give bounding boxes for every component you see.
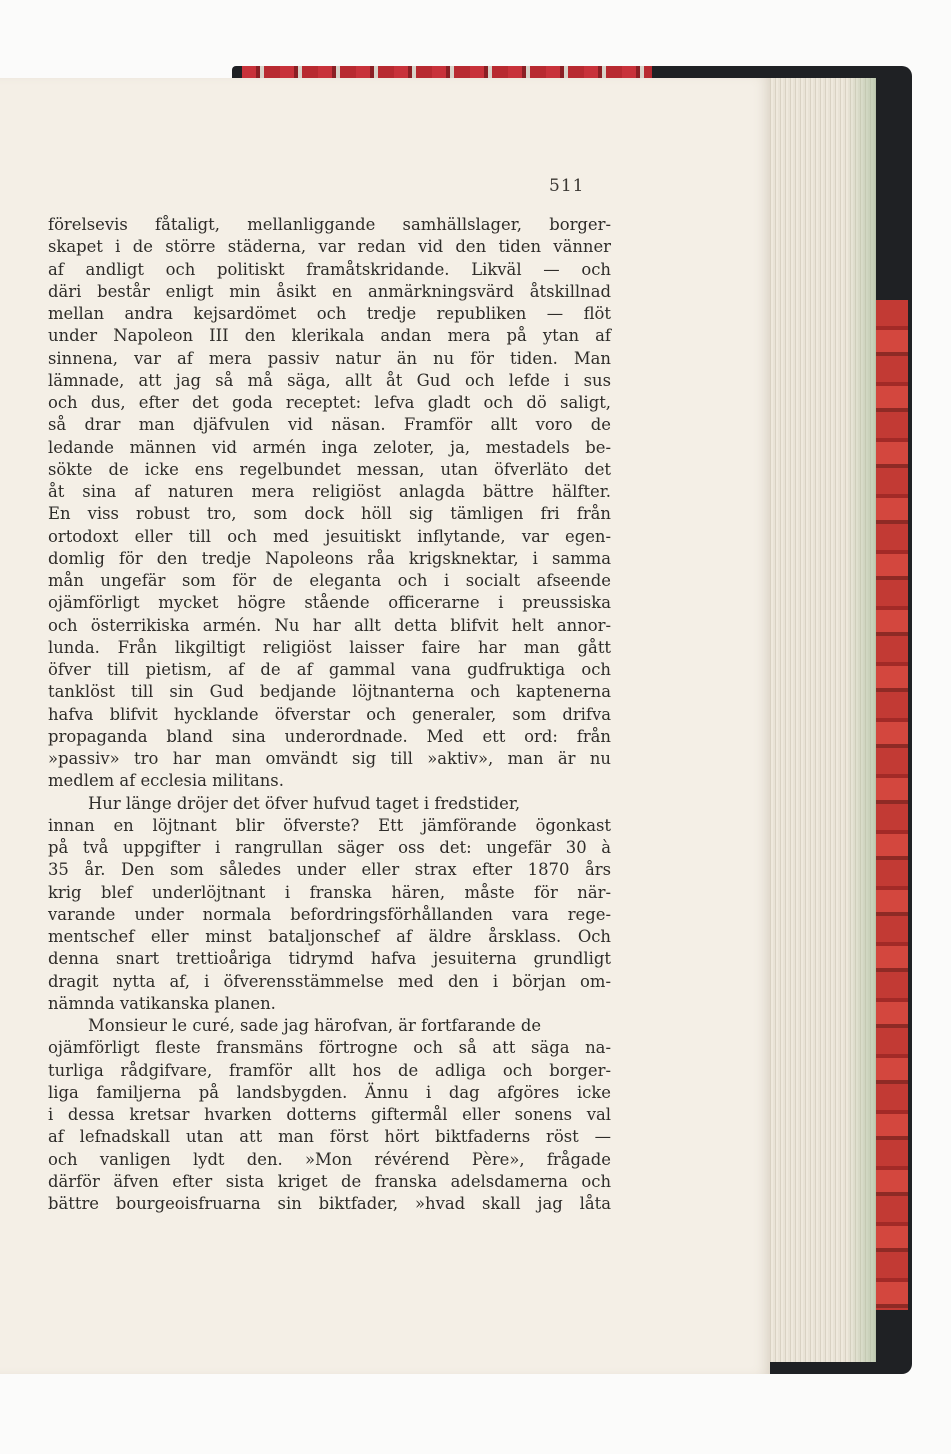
text-line: och vanligen lydt den. »Mon révérend Père», frågade bbox=[48, 1149, 611, 1169]
text-line: skapet i de större städerna, var redan vid den tiden vänner bbox=[48, 237, 611, 257]
text-line: krig blef underlöjtnant i franska hären, måste för när- bbox=[48, 882, 611, 902]
text-line: En viss robust tro, som dock höll sig tämligen fri från bbox=[48, 504, 611, 524]
text-line: under Napoleon III den klerikala andan mera på ytan af bbox=[48, 326, 611, 346]
text-line: af lefnadskall utan att man först hört biktfaderns röst — bbox=[48, 1127, 611, 1147]
text-line: varande under normala befordringsförhållanden vara rege- bbox=[48, 904, 611, 924]
text-line: däri består enligt min åsikt en anmärkningsvärd åtskillnad bbox=[48, 281, 611, 301]
text-line: och dus, efter det goda receptet: lefva gladt och dö saligt, bbox=[48, 393, 611, 412]
text-line: ledande männen vid armén inga zeloter, ja, mestadels be- bbox=[48, 437, 611, 457]
text-line: öfver till pietism, af de af gammal vana gudfruktiga och bbox=[48, 660, 611, 679]
cover-pattern-stripe bbox=[242, 66, 652, 78]
text-line: turliga rådgifvare, framför allt hos de adliga och borger- bbox=[48, 1060, 611, 1080]
text-line: af andligt och politiskt framåtskridande. Likväl — och bbox=[48, 259, 611, 279]
text-line: sinnena, var af mera passiv natur än nu för tiden. Man bbox=[48, 348, 611, 368]
text-line: domlig för den tredje Napoleons råa krigsknektar, i samma bbox=[48, 548, 611, 568]
text-line: därför äfven efter sista kriget de franska adelsdamerna och bbox=[48, 1171, 611, 1191]
text-line: ojämförligt mycket högre stående officerarne i preussiska bbox=[48, 593, 611, 613]
text-line: innan en löjtnant blir öfverste? Ett jämförande ögonkast bbox=[48, 815, 611, 835]
book-spine bbox=[874, 300, 908, 1310]
text-line: lämnade, att jag så må säga, allt åt Gud och lefde i sus bbox=[48, 370, 611, 390]
text-line: ojämförligt fleste fransmäns förtrogne och så att säga na- bbox=[48, 1038, 611, 1058]
text-line: medlem af ecclesia militans. bbox=[48, 771, 284, 791]
text-line: liga familjerna på landsbygden. Ännu i dag afgöres icke bbox=[48, 1082, 611, 1102]
text-line: hafva blifvit hycklande öfverstar och generaler, som drifva bbox=[48, 704, 611, 724]
text-line: 35 år. Den som således under eller strax efter 1870 års bbox=[48, 860, 611, 880]
text-line: »passiv» tro har man omvändt sig till »aktiv», man är nu bbox=[48, 749, 611, 768]
text-line: denna snart trettioåriga tidrymd hafva jesuiterna grundligt bbox=[48, 949, 611, 969]
text-line: på två uppgifter i rangrullan säger oss det: ungefär 30 à bbox=[48, 838, 611, 857]
text-line: bättre bourgeoisfruarna sin biktfader, »hvad skall jag låta bbox=[48, 1194, 611, 1213]
text-line: i dessa kretsar hvarken dotterns giftermål eller sonens val bbox=[48, 1105, 611, 1124]
text-line: mellan andra kejsardömet och tredje republiken — flöt bbox=[48, 304, 611, 323]
text-line: lunda. Från likgiltigt religiöst laisser faire har man gått bbox=[48, 637, 611, 657]
text-line: tanklöst till sin Gud bedjande löjtnanterna och kaptenerna bbox=[48, 682, 611, 702]
text-line: dragit nytta af, i öfverensstämmelse med den i början om- bbox=[48, 971, 611, 991]
text-line: så drar man djäfvulen vid näsan. Framför allt voro de bbox=[48, 415, 611, 435]
text-line: åt sina af naturen mera religiöst anlagda bättre hälfter. bbox=[48, 482, 611, 501]
text-line: ortodoxt eller till och med jesuitiskt inflytande, var egen- bbox=[48, 526, 611, 546]
page-edges bbox=[768, 78, 876, 1362]
page-number: 511 bbox=[549, 176, 585, 196]
text-line: och österrikiska armén. Nu har allt detta blifvit helt annor- bbox=[48, 615, 611, 635]
body-text bbox=[48, 214, 611, 1215]
text-line: mån ungefär som för de eleganta och i socialt afseende bbox=[48, 571, 611, 590]
text-line: propaganda bland sina underordnade. Med ett ord: från bbox=[48, 726, 611, 746]
text-line: sökte de icke ens regelbundet messan, utan öfverläto det bbox=[48, 459, 611, 479]
text-line: förelsevis fåtaligt, mellanliggande samhällslager, borger- bbox=[48, 215, 611, 234]
text-line: nämnda vatikanska planen. bbox=[48, 993, 276, 1013]
text-line: Monsieur le curé, sade jag härofvan, är fortfarande de bbox=[88, 1016, 542, 1035]
text-line: Hur länge dröjer det öfver hufvud taget i fredstider, bbox=[88, 793, 521, 813]
text-line: mentschef eller minst bataljonschef af äldre årsklass. Och bbox=[48, 927, 611, 946]
